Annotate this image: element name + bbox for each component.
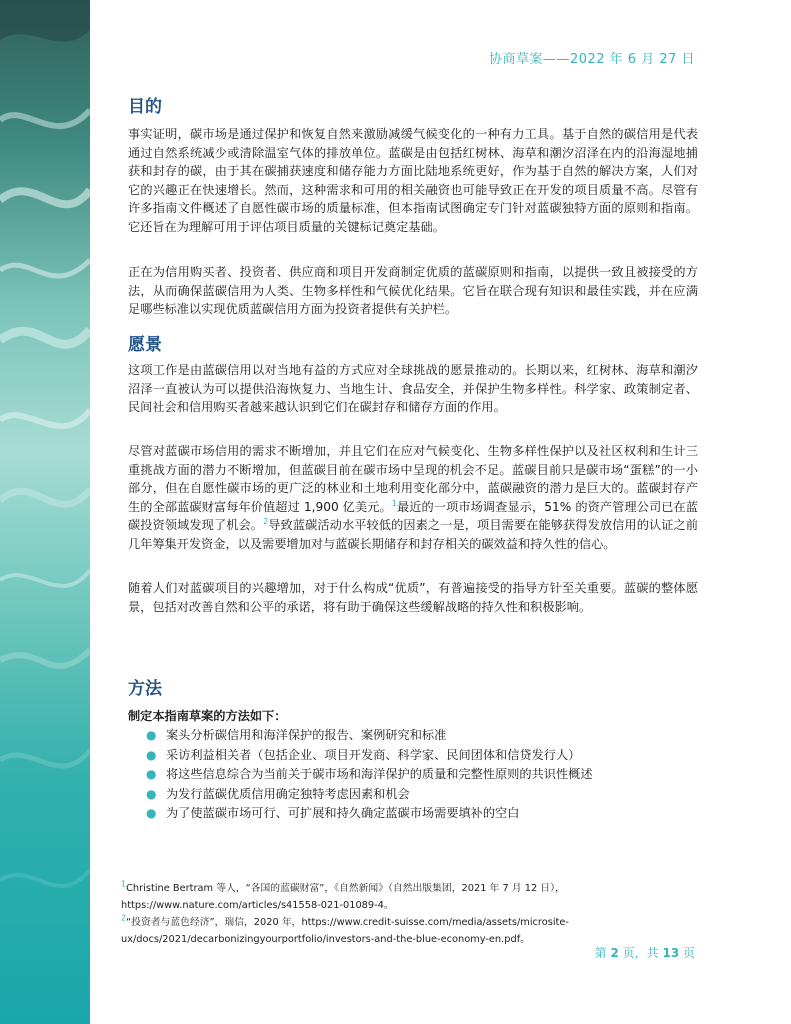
draft-date-header: 协商草案——2022 年 6 月 27 日 bbox=[488, 52, 695, 67]
list-item-text: 为发行蓝碳优质信用确定独特考虑因素和机会 bbox=[166, 786, 410, 801]
vision-paragraph-2 bbox=[128, 442, 698, 554]
footnote-ref-2[interactable]: 2 bbox=[263, 517, 269, 527]
vision-paragraph-3: 随着人们对蓝碳项目的兴趣增加，对于什么构成“优质”，有普遍接受的指导方针至关重要。蓝碳的整体愿景，包括对改善自然和公平的承诺，将有助于确保这些缓解战略的持久性和积极影响。 bbox=[128, 581, 698, 614]
list-item bbox=[146, 765, 686, 785]
section-heading-vision: 愿景 bbox=[128, 335, 162, 355]
footnote-link[interactable]: https://www.nature.com/articles/s41558-021-01089-4。 bbox=[121, 900, 394, 911]
method-intro: 制定本指南草案的方法如下： bbox=[128, 709, 287, 723]
list-item-text: 采访利益相关者（包括企业、项目开发商、科学家、民间团体和信贷发行人） bbox=[166, 747, 581, 762]
bullet-icon: ● bbox=[146, 786, 157, 801]
purpose-paragraph-1: 事实证明，碳市场是通过保护和恢复自然来激励减缓气候变化的一种有力工具。基于自然的碳信用是代表通过自然系统减少或清除温室气体的排放单位。蓝碳是由包括红树林、海草和潮汐沼泽在内的沿海湿地捕获和封存的碳，由于其在碳捕获速度和储存能力方面比陆地系统更好，作为基于自然的解决方案，人们对它的兴趣正在快速增长。然而，这种需求和可用的相关融资也可能导致正在开发的项目质量不高。尽管有许多指南文件概述了自愿性碳市场的质量标准，但本指南试图确定专门针对蓝碳独特方面的原则和指南。它还旨在为理解可用于评估项目质量的关键标记奠定基础。 bbox=[128, 127, 698, 234]
vision-paragraph-1: 这项工作是由蓝碳信用以对当地有益的方式应对全球挑战的愿景推动的。长期以来，红树林、海草和潮汐沼泽一直被认为可以提供沿海恢复力、当地生计、食品安全，并保护生物多样性。科学家、政策制定者、民间社会和信用购买者越来越认识到它们在碳封存和储存方面的作用。 bbox=[128, 363, 698, 415]
page-number-middle: 页，共 bbox=[618, 946, 663, 960]
footnote-link[interactable]: ux/docs/2021/decarbonizingyourportfolio/investors-and-the-blue-economy-en.pdf。 bbox=[121, 934, 530, 945]
bullet-icon: ● bbox=[146, 747, 157, 762]
vision-paragraph-2-text-a: 尽管对蓝碳市场信用的需求不断增加，并且它们在应对气候变化、生物多样性保护以及社区权利和生计三重挑战方面的潜力不断增加，但蓝碳目前在碳市场中呈现的机会不足。蓝碳目前只是碳市场“蛋糕”的一小部分，但在自愿性碳市场的更广泛的林业和土地利用变化部分中，蓝碳融资的潜力是巨大的。蓝碳封存产生的全部蓝碳财富每年价值超过 1,900 亿美元。 bbox=[128, 444, 698, 514]
list-item-text: 将这些信息综合为当前关于碳市场和海洋保护的质量和完整性原则的共识性概述 bbox=[166, 767, 593, 782]
footnotes bbox=[121, 880, 621, 948]
footnote-text: “投资者与蓝色经济”，瑞信，2020 年，https://www.credit-suisse.com/media/assets/microsite- bbox=[126, 917, 569, 928]
vision-paragraph-2-text-c: 导致蓝碳活动水平较低的因素之一是，项目需要在能够获得发放信用的认证之前几年筹集开发资金，以及需要增加对与蓝碳长期储存和封存相关的碳效益和持久性的信心。 bbox=[128, 518, 699, 551]
vision-paragraph-2-text-b: 最近的一项市场调查显示，51% 的资产管理公司已在蓝碳投资领域发现了机会。 bbox=[128, 499, 698, 533]
page-total: 13 bbox=[662, 946, 680, 960]
purpose-paragraph-2: 正在为信用购买者、投资者、供应商和项目开发商制定优质的蓝碳原则和指南，以提供一致且被接受的方法，从而确保蓝碳信用为人类、生物多样性和气候优化结果。它旨在联合现有知识和最佳实践，并在应满足哪些标准以实现优质蓝碳信用方面为投资者提供有关护栏。 bbox=[128, 265, 698, 317]
section-heading-method: 方法 bbox=[128, 679, 162, 699]
list-item bbox=[146, 785, 686, 805]
list-item bbox=[146, 746, 686, 766]
footnote-ref-1[interactable]: 1 bbox=[391, 498, 397, 508]
page-number-suffix: 页 bbox=[679, 946, 695, 960]
list-item bbox=[146, 726, 686, 746]
bullet-icon: ● bbox=[146, 806, 157, 821]
page-number bbox=[595, 944, 695, 961]
wave-texture-image bbox=[0, 0, 90, 1024]
method-list bbox=[146, 726, 686, 824]
section-heading-purpose: 目的 bbox=[128, 97, 162, 117]
list-item-text: 案头分析碳信用和海洋保护的报告、案例研究和标准 bbox=[166, 728, 447, 742]
footnote-number: 2 bbox=[121, 913, 127, 923]
footnote-2 bbox=[121, 914, 621, 948]
footnote-text: Christine Bertram 等人，“各国的蓝碳财富”，《自然新闻》（自然出版集团，2021 年 7 月 12 日）， bbox=[126, 883, 565, 894]
page-number-prefix: 第 bbox=[594, 946, 611, 960]
bullet-icon: ● bbox=[146, 728, 157, 742]
list-item-text: 为了使蓝碳市场可行、可扩展和持久确定蓝碳市场需要填补的空白 bbox=[166, 806, 520, 821]
ocean-wave-strip bbox=[0, 0, 90, 1024]
page-current: 2 bbox=[610, 946, 619, 960]
bullet-icon: ● bbox=[146, 767, 157, 782]
footnote-1 bbox=[121, 880, 621, 914]
footnote-number: 1 bbox=[121, 879, 127, 889]
list-item bbox=[146, 804, 686, 824]
